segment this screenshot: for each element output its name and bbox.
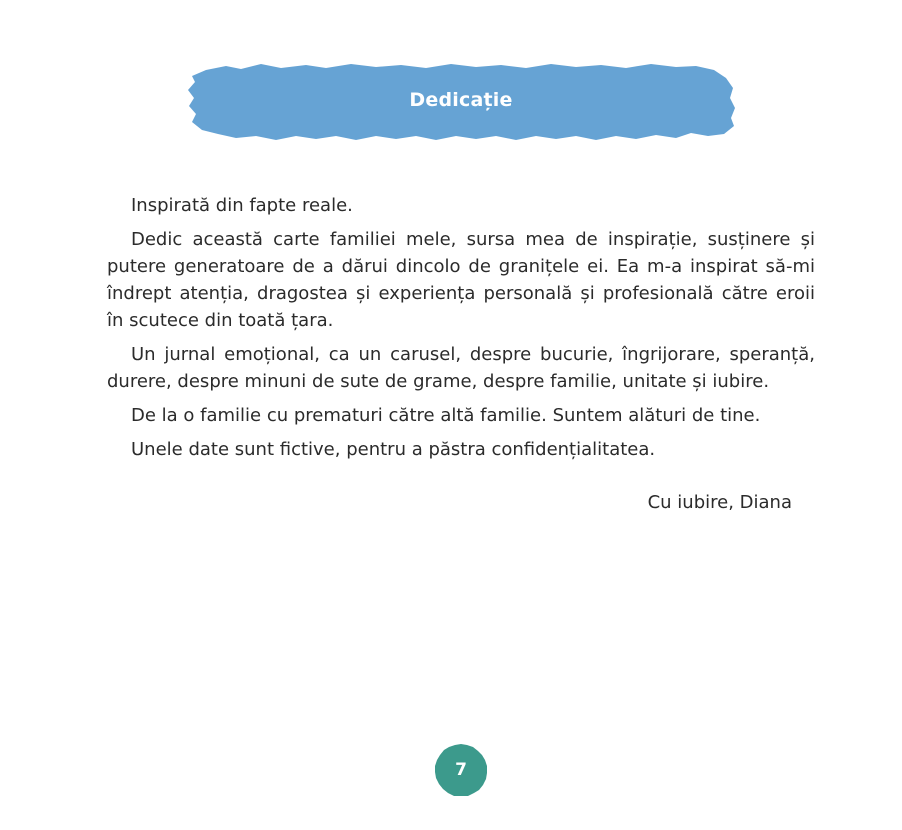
paragraph: De la o familie cu prematuri către altă familie. Suntem alături de tine. — [131, 405, 761, 426]
dedication-body — [107, 192, 815, 470]
paragraph: Unele date sunt fictive, pentru a păstra confidențialitatea. — [131, 439, 656, 460]
page-title: Dedicație — [409, 89, 513, 111]
signature: Cu iubire, Diana — [647, 492, 792, 513]
page-number-badge — [434, 743, 488, 797]
paragraph: Inspirată din fapte reale. — [131, 195, 353, 216]
page-number: 7 — [455, 760, 467, 780]
paragraph: Dedic această carte familiei mele, sursa mea de inspirație, susținere și putere generatoare de a dărui dincolo de granițele ei. Ea m-a inspirat să-mi îndrept atenția, dragostea și experiența personală și profesională către eroii în scutece din toată țara. — [107, 229, 815, 331]
title-banner — [186, 56, 736, 146]
paragraph: Un jurnal emoțional, ca un carusel, despre bucurie, îngrijorare, speranță, durere, despre minuni de sute de grame, despre familie, unitate și iubire. — [107, 344, 815, 392]
